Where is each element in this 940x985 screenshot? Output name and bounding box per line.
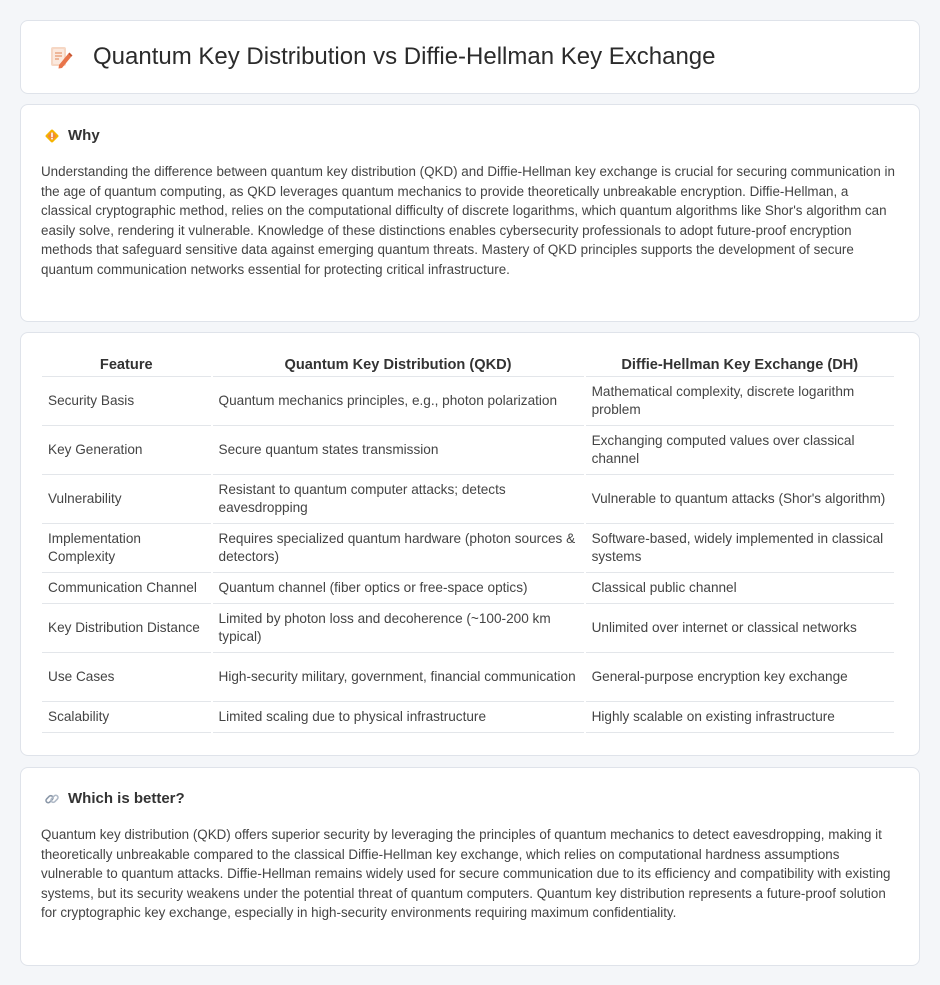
table-cell: Key Distribution Distance: [42, 604, 211, 653]
table-cell: Vulnerable to quantum attacks (Shor's algorithm): [586, 475, 894, 524]
table-cell: Unlimited over internet or classical networks: [586, 604, 894, 653]
table-cell: Quantum mechanics principles, e.g., photon polarization: [213, 377, 584, 426]
why-heading-row: [44, 127, 899, 144]
page-title: Quantum Key Distribution vs Diffie-Hellman Key Exchange: [93, 43, 716, 70]
table-cell: Software-based, widely implemented in classical systems: [586, 524, 894, 573]
table-cell: Implementation Complexity: [42, 524, 211, 573]
header-card: [20, 20, 920, 94]
table-row: [42, 475, 894, 524]
table-header-row: [42, 353, 894, 377]
why-text: Understanding the difference between quantum key distribution (QKD) and Diffie-Hellman key exchange is crucial for securing communication in the age of quantum computing, as QKD leverages quantum mechanics to provide theoretically unbreakable encryption. Diffie-Hellman, a classical cryptographic method, relies on the computational difficulty of discrete logarithms, which quantum algorithms like Shor's algorithm can easily solve, rendering it vulnerable. Knowledge of these distinctions enables cybersecurity professionals to adopt future-proof encryption methods that safeguard sensitive data against emerging quantum threats. Mastery of QKD principles supports the development of secure quantum communication networks essential for protecting critical infrastructure.: [41, 164, 895, 277]
table-cell: Highly scalable on existing infrastructure: [586, 702, 894, 733]
table-cell: Mathematical complexity, discrete logarithm problem: [586, 377, 894, 426]
table-row: [42, 702, 894, 733]
table-cell: Key Generation: [42, 426, 211, 475]
table-row: [42, 524, 894, 573]
table-row: [42, 426, 894, 475]
table-cell: General-purpose encryption key exchange: [586, 653, 894, 702]
table-row: [42, 653, 894, 702]
table-cell: Resistant to quantum computer attacks; detects eavesdropping: [213, 475, 584, 524]
diamond-warning-icon: [44, 128, 60, 144]
comparison-table: [40, 353, 896, 733]
table-row: [42, 604, 894, 653]
document-pencil-icon: [47, 44, 73, 70]
table-cell: Classical public channel: [586, 573, 894, 604]
table-cell: Quantum channel (fiber optics or free-space optics): [213, 573, 584, 604]
table-cell: Vulnerability: [42, 475, 211, 524]
table-cell: Communication Channel: [42, 573, 211, 604]
comparison-table-card: [20, 332, 920, 756]
link-icon: [44, 791, 60, 807]
table-cell: Limited by photon loss and decoherence (~100-200 km typical): [213, 604, 584, 653]
header-qkd: Quantum Key Distribution (QKD): [213, 353, 584, 377]
table-cell: Scalability: [42, 702, 211, 733]
header-dh: Diffie-Hellman Key Exchange (DH): [586, 353, 894, 377]
table-cell: Exchanging computed values over classical channel: [586, 426, 894, 475]
table-cell: Limited scaling due to physical infrastructure: [213, 702, 584, 733]
table-cell: Secure quantum states transmission: [213, 426, 584, 475]
better-heading-row: [44, 790, 899, 807]
better-text: Quantum key distribution (QKD) offers superior security by leveraging the principles of quantum mechanics to detect eavesdropping, making it theoretically unbreakable compared to the classical Diffie-Hellman key exchange, which relies on computational hardness assumptions vulnerable to quantum attacks. Diffie-Hellman remains widely used for secure communication due to its efficiency and compatibility with existing systems, but its security weakens under the potential threat of quantum computers. Quantum key distribution represents a future-proof solution for cryptographic key exchange, especially in high-security environments requiring maximum confidentiality.: [41, 827, 891, 921]
table-cell: Requires specialized quantum hardware (photon sources & detectors): [213, 524, 584, 573]
which-is-better-section: [20, 767, 920, 966]
table-row: [42, 377, 894, 426]
header-feature: Feature: [42, 353, 211, 377]
better-heading: Which is better?: [68, 790, 185, 807]
why-section: [20, 104, 920, 322]
why-heading: Why: [68, 127, 100, 144]
table-cell: Security Basis: [42, 377, 211, 426]
table-row: [42, 573, 894, 604]
table-cell: High-security military, government, financial communication: [213, 653, 584, 702]
table-cell: Use Cases: [42, 653, 211, 702]
